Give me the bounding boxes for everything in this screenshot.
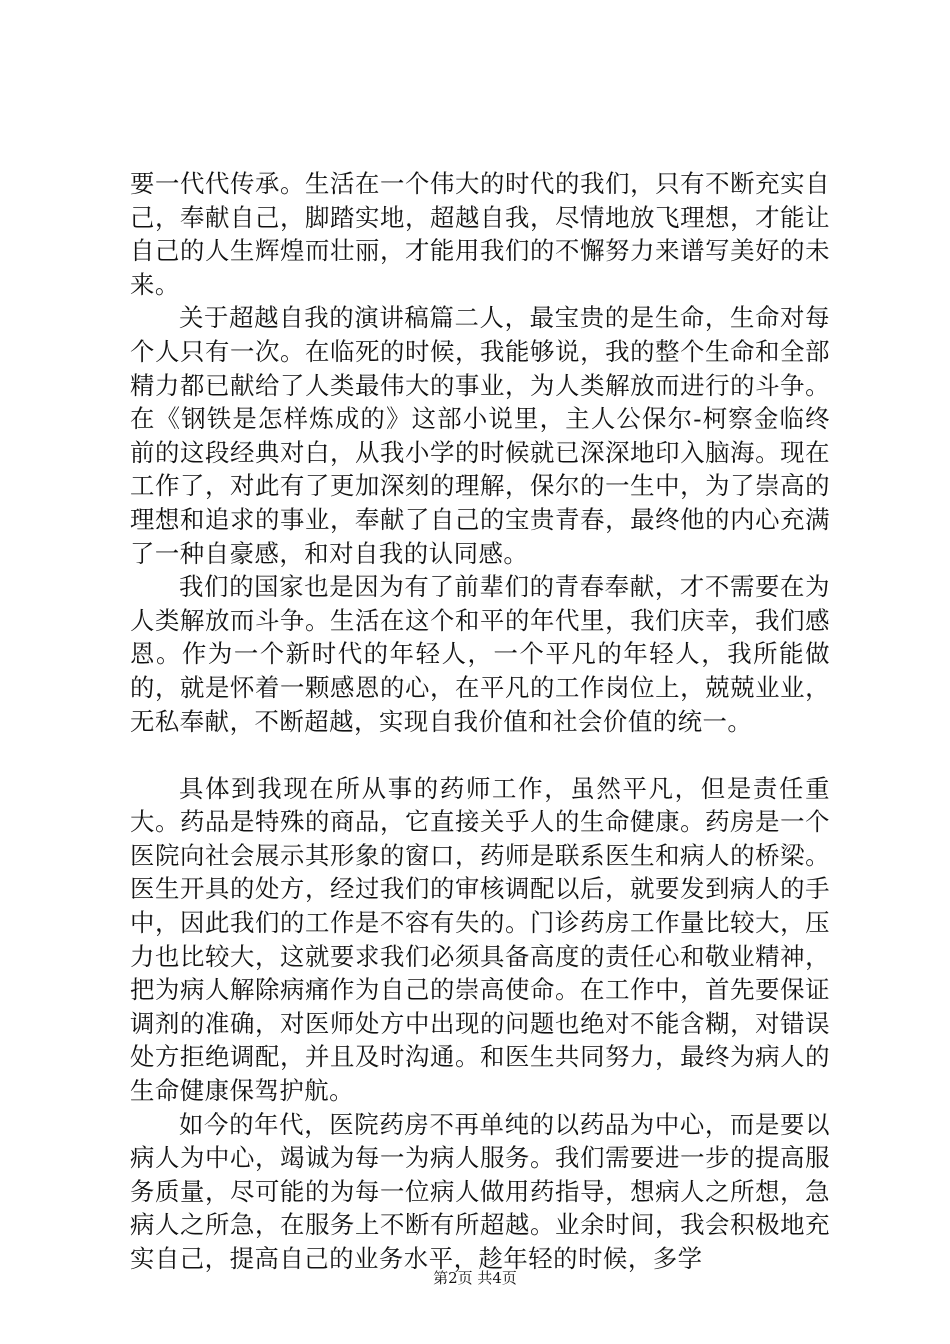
- paragraph-national-dedication: 我们的国家也是因为有了前辈们的青春奉献，才不需要在为人类解放而斗争。生活在这个和平的年代里，我们庆幸，我们感恩。作为一个新时代的年轻人，一个平凡的年轻人，我所能做的，就是怀着一颗感恩的心，在平凡的工作岗位上，兢兢业业，无私奉献，不断超越，实现自我价值和社会价值的统一。: [130, 572, 830, 736]
- paragraph-continuation: 要一代代传承。生活在一个伟大的时代的我们，只有不断充实自己，奉献自己，脚踏实地，超越自我，尽情地放飞理想，才能让自己的人生辉煌而壮丽，才能用我们的不懈努力来谱写美好的未来。: [130, 169, 830, 299]
- paragraph-spacer: [130, 738, 830, 772]
- paragraph-speech-part-two: 关于超越自我的演讲稿篇二人，最宝贵的是生命，生命对每个人只有一次。在临死的时候，我能够说，我的整个生命和全部精力都已献给了人类最伟大的事业，为人类解放而进行的斗争。在《钢铁是怎样炼成的》这部小说里，主人公保尔-柯察金临终前的这段经典对白，从我小学的时候就已深深地印入脑海。现在工作了，对此有了更加深刻的理解，保尔的一生中，为了崇高的理想和追求的事业，奉献了自己的宝贵青春，最终他的内心充满了一种自豪感，和对自我的认同感。: [130, 303, 830, 568]
- paragraph-pharmacist-work: 具体到我现在所从事的药师工作，虽然平凡，但是责任重大。药品是特殊的商品，它直接关乎人的生命健康。药房是一个医院向社会展示其形象的窗口，药师是联系医生和病人的桥梁。医生开具的处方，经过我们的审核调配以后，就要发到病人的手中，因此我们的工作是不容有失的。门诊药房工作量比较大，压力也比较大，这就要求我们必须具备高度的责任心和敬业精神，把为病人解除病痛作为自己的崇高使命。在工作中，首先要保证调剂的准确，对医师处方中出现的问题也绝对不能含糊，对错误处方拒绝调配，并且及时沟通。和医生共同努力，最终为病人的生命健康保驾护航。: [130, 773, 830, 1106]
- paragraph-patient-centered: 如今的年代，医院药房不再单纯的以药品为中心，而是要以病人为中心，竭诚为每一为病人服务。我们需要进一步的提高服务质量，尽可能的为每一位病人做用药指导，想病人之所想，急病人之所急，在服务上不断有所超越。业余时间，我会积极地充实自己，提高自己的业务水平，趁年轻的时候，多学: [130, 1109, 830, 1273]
- page-footer: 第2页 共4页: [433, 1269, 517, 1287]
- document-body: [130, 167, 830, 1276]
